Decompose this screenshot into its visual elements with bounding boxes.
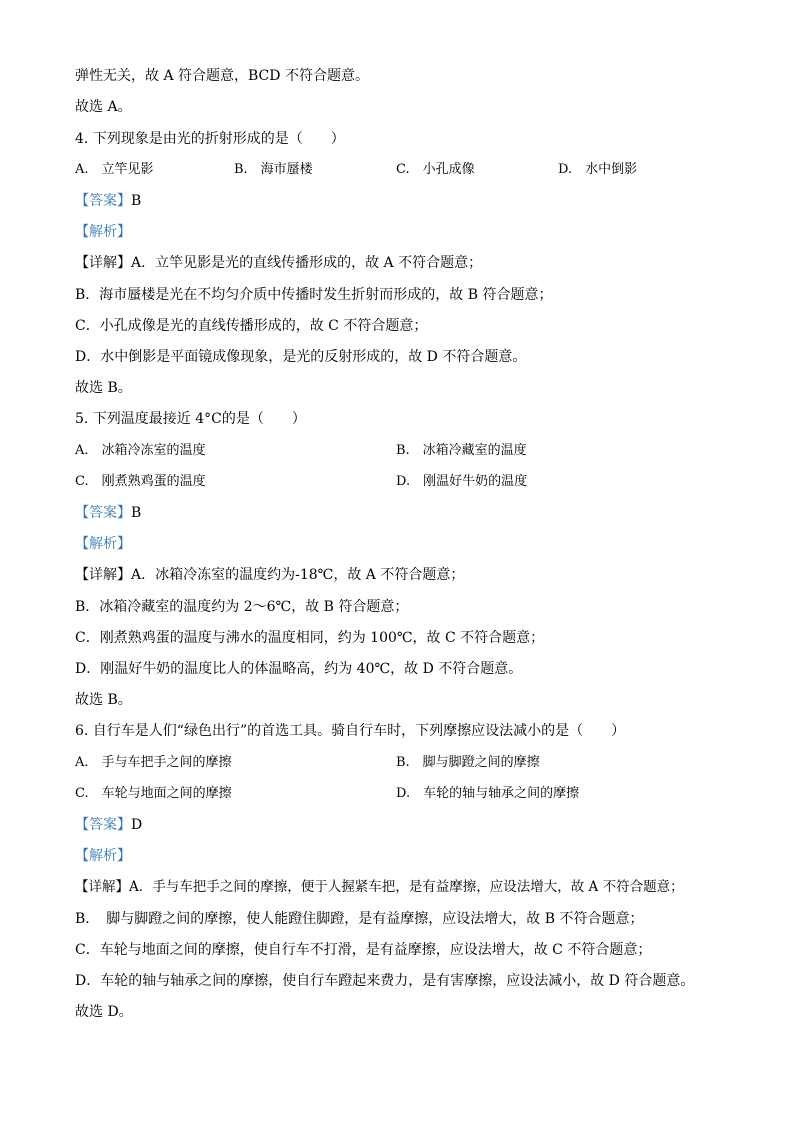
q6-option-d: D. 车轮的轴与轴承之间的摩擦 — [396, 786, 580, 801]
q5-detail-b: B．冰箱冷藏室的温度约为 2～6℃，故 B 符合题意； — [75, 599, 409, 615]
answer-tag: 【答案】 — [75, 817, 131, 833]
q6-detail-a-text: A．手与车把手之间的摩擦，便于人握紧车把，是有益摩擦，应设法增大，故 A 不符合题意； — [129, 879, 684, 895]
q5-option-b: B. 冰箱冷藏室的温度 — [396, 443, 527, 458]
q5-analysis-tag: 【解析】 — [75, 536, 131, 552]
detail-tag: 【详解】 — [75, 879, 129, 895]
q4-stem: 4. 下列现象是由光的折射形成的是（ ） — [75, 131, 345, 147]
q5-option-c: C. 刚煮熟鸡蛋的温度 — [75, 474, 206, 489]
q6-analysis-tag: 【解析】 — [75, 848, 131, 864]
q6-option-b: B. 脚与脚蹬之间的摩擦 — [396, 755, 540, 770]
q5-option-a: A. 冰箱冷冻室的温度 — [75, 443, 206, 458]
q4-detail-a-text: A．立竿见影是光的直线传播形成的，故 A 不符合题意； — [131, 255, 483, 271]
q4-answer-line — [75, 191, 141, 211]
q4-option-b: B. 海市蜃楼 — [234, 162, 313, 177]
q5-answer: B — [131, 505, 142, 521]
q5-stem: 5. 下列温度最接近 4°C的是（ ） — [75, 411, 306, 427]
detail-tag: 【详解】 — [75, 255, 131, 271]
q6-option-c: C. 车轮与地面之间的摩擦 — [75, 786, 232, 801]
q5-detail-d: D．刚温好牛奶的温度比人的体温略高，约为 40℃，故 D 不符合题意。 — [75, 661, 523, 677]
q4-detail-d: D．水中倒影是平面镜成像现象，是光的反射形成的，故 D 不符合题意。 — [75, 349, 527, 365]
q4-option-d: D. 水中倒影 — [558, 162, 638, 177]
q6-detail-c: C．车轮与地面之间的摩擦，使自行车不打滑，是有益摩擦，应设法增大，故 C 不符合题意； — [75, 942, 652, 958]
q6-answer-line — [75, 815, 142, 835]
q4-detail-a — [75, 253, 482, 273]
q3-conclusion: 故选 A。 — [75, 99, 132, 115]
q4-option-c: C. 小孔成像 — [396, 162, 475, 177]
detail-tag: 【详解】 — [75, 567, 131, 583]
q5-conclusion: 故选 B。 — [75, 692, 132, 708]
q4-detail-b: B．海市蜃楼是光在不均匀介质中传播时发生折射而形成的，故 B 符合题意； — [75, 287, 553, 303]
q5-detail-a-text: A．冰箱冷冻室的温度约为-18℃，故 A 不符合题意； — [131, 567, 465, 583]
q6-detail-d: D．车轮的轴与轴承之间的摩擦，使自行车蹬起来费力，是有害摩擦，应设法减小，故 D 符合题意。 — [75, 973, 695, 989]
q6-detail-a — [75, 877, 684, 897]
q5-detail-a — [75, 565, 464, 585]
q6-stem: 6. 自行车是人们“绿色出行”的首选工具。骑自行车时，下列摩擦应设法减小的是（ ） — [75, 723, 626, 739]
q6-detail-b: B． 脚与脚蹬之间的摩擦，使人能蹬住脚蹬，是有益摩擦，应设法增大，故 B 不符合题意； — [75, 911, 644, 927]
q4-conclusion: 故选 B。 — [75, 380, 132, 396]
q4-option-a: A. 立竿见影 — [75, 162, 154, 177]
q3-explanation-tail: 弹性无关，故 A 符合题意，BCD 不符合题意。 — [75, 68, 369, 84]
q6-answer: D — [131, 817, 143, 833]
q5-option-d: D. 刚温好牛奶的温度 — [396, 474, 528, 489]
answer-tag: 【答案】 — [75, 505, 131, 521]
q5-detail-c: C．刚煮熟鸡蛋的温度与沸水的温度相同，约为 100℃，故 C 不符合题意； — [75, 630, 545, 646]
q6-conclusion: 故选 D。 — [75, 1004, 133, 1020]
q4-analysis-tag: 【解析】 — [75, 224, 131, 240]
q4-answer: B — [131, 193, 142, 209]
q5-answer-line — [75, 503, 141, 523]
answer-tag: 【答案】 — [75, 193, 131, 209]
q6-option-a: A. 手与车把手之间的摩擦 — [75, 755, 232, 770]
q4-detail-c: C．小孔成像是光的直线传播形成的，故 C 不符合题意； — [75, 318, 428, 334]
